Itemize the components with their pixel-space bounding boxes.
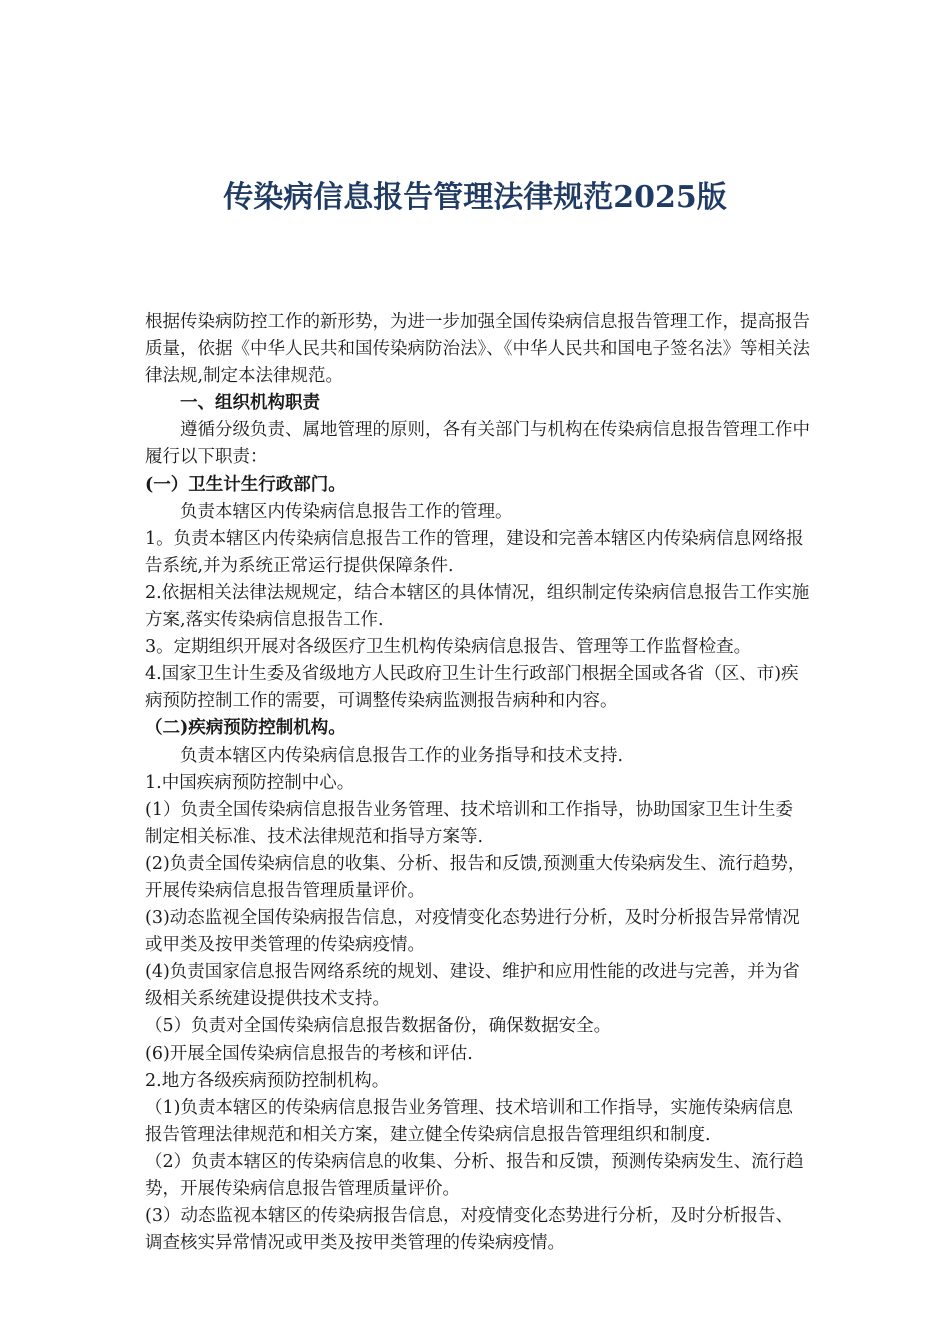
intro-paragraph: 根据传染病防控工作的新形势，为进一步加强全国传染病信息报告管理工作，提高报告质量，依据《中华人民共和国传染病防治法》、《中华人民共和国电子签名法》等相关法律法规,制定本法律规范。 [145, 312, 810, 387]
document-body [145, 309, 810, 1257]
list-item: (2)负责全国传染病信息的收集、分析、报告和反馈,预测重大传染病发生、流行趋势，开展传染病信息报告管理质量评价。 [145, 853, 806, 901]
section-heading: 一、组织机构职责 [180, 393, 320, 414]
list-item: (4)负责国家信息报告网络系统的规划、建设、维护和应用性能的改进与完善，并为省级相关系统建设提供技术支持。 [145, 962, 800, 1010]
subsection-heading: (一）卫生计生行政部门。 [145, 474, 346, 495]
list-item: （2）负责本辖区的传染病信息的收集、分析、报告和反馈，预测传染病发生、流行趋势，开展传染病信息报告管理质量评价。 [145, 1151, 804, 1199]
list-item: 2.地方各级疾病预防控制机构。 [145, 1070, 390, 1091]
document-title: 传染病信息报告管理法律规范2025版 [223, 180, 727, 215]
list-item: 4.国家卫生计生委及省级地方人民政府卫生计生行政部门根据全国或各省（区、市)疾病预防控制工作的需要，可调整传染病监测报告病种和内容。 [145, 664, 799, 712]
paragraph: 负责本辖区内传染病信息报告工作的管理。 [180, 501, 513, 522]
list-item: 1.中国疾病预防控制中心。 [145, 772, 355, 793]
list-item: (1）负责全国传染病信息报告业务管理、技术培训和工作指导，协助国家卫生计生委制定相关标准、技术法律规范和指导方案等. [145, 799, 793, 847]
list-item: 2.依据相关法律法规规定，结合本辖区的具体情况，组织制定传染病信息报告工作实施方案,落实传染病信息报告工作. [145, 582, 810, 631]
list-item: 3。定期组织开展对各级医疗卫生机构传染病信息报告、管理等工作监督检查。 [145, 637, 752, 658]
list-item: (3）动态监视本辖区的传染病报告信息，对疫情变化态势进行分析，及时分析报告、调查核实异常情况或甲类及按甲类管理的传染病疫情。 [145, 1206, 793, 1254]
paragraph: 遵循分级负责、属地管理的原则，各有关部门与机构在传染病信息报告管理工作中履行以下职责： [145, 420, 810, 468]
list-item: （1)负责本辖区的传染病信息报告业务管理、技术培训和工作指导，实施传染病信息报告管理法律规范和相关方案，建立健全传染病信息报告管理组织和制度. [145, 1097, 793, 1145]
list-item: (6)开展全国传染病信息报告的考核和评估. [145, 1043, 473, 1064]
subsection-heading: （二)疾病预防控制机构。 [145, 718, 346, 739]
list-item: (3)动态监视全国传染病报告信息，对疫情变化态势进行分析，及时分析报告异常情况或甲类及按甲类管理的传染病疫情。 [145, 908, 800, 956]
paragraph: 负责本辖区内传染病信息报告工作的业务指导和技术支持. [180, 745, 624, 766]
list-item: 1。负责本辖区内传染病信息报告工作的管理，建设和完善本辖区内传染病信息网络报告系统,并为系统正常运行提供保障条件. [145, 528, 804, 576]
list-item: （5）负责对全国传染病信息报告数据备份，确保数据安全。 [145, 1016, 612, 1037]
